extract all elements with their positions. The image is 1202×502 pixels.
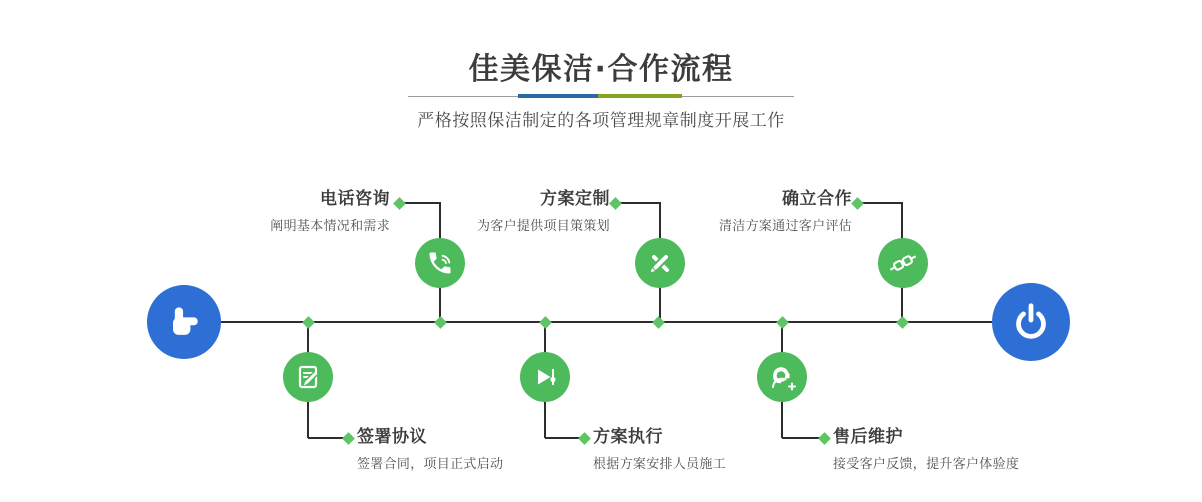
step-label-sign [357, 428, 503, 472]
step-node-headset [757, 352, 807, 402]
diamond-marker [302, 316, 315, 329]
page-subtitle: 严格按照保洁制定的各项管理规章制度开展工作 [417, 111, 785, 131]
step-title: 售后维护 [833, 427, 903, 447]
play-icon [530, 362, 560, 392]
diamond-marker [652, 316, 665, 329]
phone-icon [426, 249, 454, 277]
diamond-marker [393, 197, 406, 210]
step-title: 方案执行 [593, 427, 663, 447]
step-node-phone [415, 238, 465, 288]
step-label-aftersales [833, 428, 1019, 472]
step-label-cooperate [719, 190, 852, 234]
start-node [147, 285, 221, 359]
timeline-line [220, 321, 992, 323]
step-label-execute [593, 428, 726, 472]
page-title: 佳美保洁·合作流程 [468, 52, 734, 87]
diamond-marker [342, 432, 355, 445]
step-node-play [520, 352, 570, 402]
diamond-marker [609, 197, 622, 210]
diamond-marker [851, 197, 864, 210]
step-desc: 阐明基本情况和需求 [270, 218, 390, 234]
step-node-pencil [635, 238, 685, 288]
contract-icon [293, 362, 323, 392]
hand-pointer-icon [162, 300, 206, 344]
handshake-icon [887, 247, 919, 279]
step-desc: 为客户提供项目策策划 [476, 218, 610, 234]
title-divider [408, 92, 794, 100]
step-desc: 清洁方案通过客户评估 [718, 218, 852, 234]
divider-green-segment [598, 94, 682, 98]
diamond-marker [896, 316, 909, 329]
step-desc: 接受客户反馈，提升客户体验度 [833, 456, 1020, 472]
step-node-handshake [878, 238, 928, 288]
diamond-marker [578, 432, 591, 445]
step-title: 方案定制 [540, 189, 610, 209]
step-title: 确立合作 [782, 189, 852, 209]
step-label-phone [270, 190, 390, 234]
diamond-marker [776, 316, 789, 329]
diamond-marker [434, 316, 447, 329]
headset-icon [766, 361, 798, 393]
diamond-marker [539, 316, 552, 329]
pencil-icon [645, 248, 675, 278]
step-node-contract [283, 352, 333, 402]
step-desc: 根据方案安排人员施工 [593, 456, 727, 472]
diamond-marker [818, 432, 831, 445]
step-desc: 签署合同，项目正式启动 [357, 456, 504, 472]
step-title: 签署协议 [357, 427, 427, 447]
step-title: 电话咨询 [320, 189, 390, 209]
end-node [992, 283, 1070, 361]
divider-blue-segment [518, 94, 598, 98]
power-icon [1008, 299, 1054, 345]
step-label-plan [477, 190, 610, 234]
